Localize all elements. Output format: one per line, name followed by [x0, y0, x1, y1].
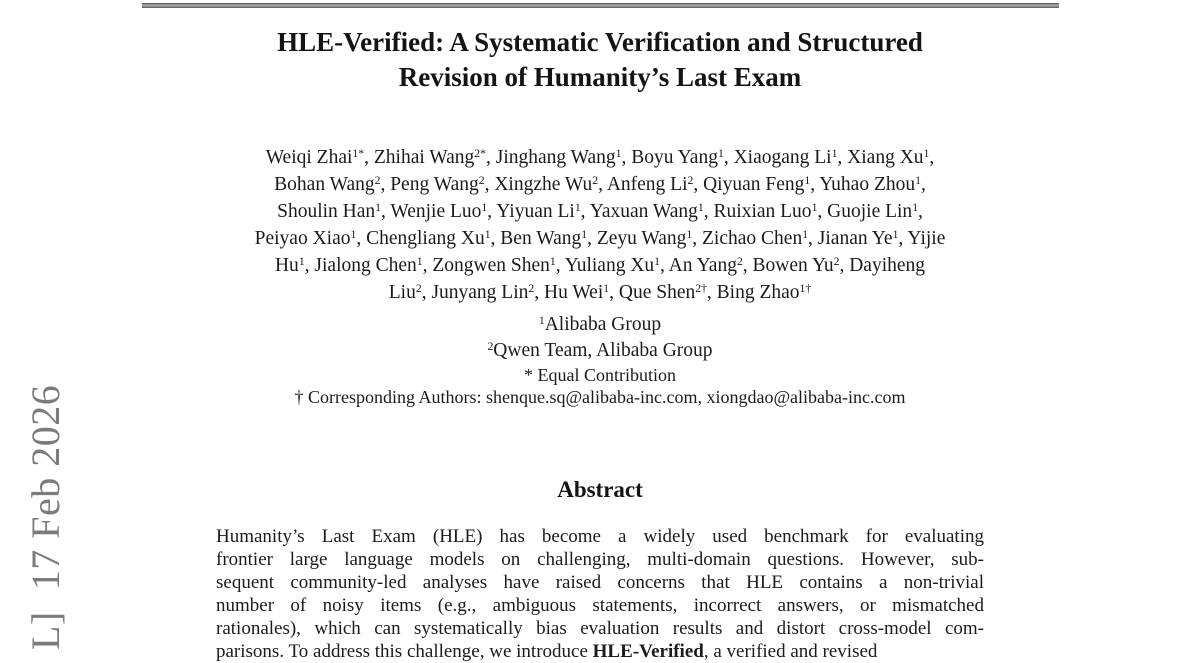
superscript-marker: 2	[478, 173, 485, 187]
superscript-marker: 2	[528, 281, 535, 295]
affiliations-block	[100, 312, 1100, 408]
abstract-line: sequent community-led analyses have raised concerns that HLE contains a non-trivial	[216, 572, 984, 593]
abstract-line: Humanity’s Last Exam (HLE) has become a widely used benchmark for evaluating	[216, 526, 984, 547]
superscript-marker: 1†	[799, 281, 812, 295]
author-line: Liu$^2$, Junyang Lin$^2$, Hu Wei$^1$, Que Shen$^{2\dagger}$, Bing Zhao$^{1\dagger}$	[388, 281, 812, 303]
superscript-marker: 1	[375, 200, 381, 214]
superscript-marker: 1	[481, 200, 488, 214]
superscript-marker: 1	[717, 146, 724, 160]
paper-title	[0, 25, 1200, 95]
superscript-marker: 1	[581, 227, 588, 241]
superscript-marker: 1	[654, 254, 660, 268]
corresponding-authors-note: † Corresponding Authors: shenque.sq@alibaba-inc.com, xiongdao@alibaba-inc.com	[294, 387, 906, 407]
superscript-marker: 1	[574, 200, 581, 214]
superscript-marker: 2	[687, 173, 694, 187]
superscript-marker: 1	[804, 173, 811, 187]
superscript-marker: 1	[615, 146, 622, 160]
superscript-marker: 1	[802, 227, 809, 241]
superscript-marker: 1	[831, 146, 838, 160]
abstract-heading: Abstract	[557, 477, 643, 502]
superscript-marker: 1	[892, 227, 899, 241]
superscript-marker: 1	[549, 254, 556, 268]
paper-title-line-2: Revision of Humanity’s Last Exam	[398, 62, 802, 92]
author-line: Shoulin Han$^1$, Wenjie Luo$^1$, Yiyuan Li$^1$, Yaxuan Wang$^1$, Ruixian Luo$^1$, Guojie Lin$^1$,	[277, 200, 923, 222]
abstract-line: rationales), which can systematically bias evaluation results and distort cross-model com-	[216, 618, 984, 639]
author-line: Peiyao Xiao$^1$, Chengliang Xu$^1$, Ben Wang$^1$, Zeyu Wang$^1$, Zichao Chen$^1$, Jianan Ye$^1$, Yijie	[254, 227, 946, 249]
superscript-marker: 2	[592, 173, 599, 187]
affiliation-2: $^2$Qwen Team, Alibaba Group	[487, 339, 713, 361]
superscript-marker: 1	[697, 200, 704, 214]
paper-title-line-1: HLE-Verified: A Systematic Verification and Structured	[277, 27, 923, 57]
superscript-marker: 1	[298, 254, 305, 268]
author-list	[180, 144, 1020, 306]
author-line: Bohan Wang$^2$, Peng Wang$^2$, Xingzhe Wu$^2$, Anfeng Li$^2$, Qiyuan Feng$^1$, Yuhao Zhou$^1$,	[274, 173, 926, 195]
superscript-marker: 1	[538, 313, 545, 327]
equal-contribution-note: * Equal Contribution	[524, 365, 676, 385]
abstract-line: number of noisy items (e.g., ambiguous statements, incorrect answers, or mismatched	[216, 595, 984, 616]
superscript-marker: 2	[736, 254, 743, 268]
superscript-marker: 2	[415, 281, 422, 295]
arxiv-date-stamp: L] 17 Feb 2026	[23, 384, 68, 650]
superscript-marker: 1	[923, 146, 930, 160]
author-line: Weiqi Zhai$^{1*}$, Zhihai Wang$^{2*}$, Jinghang Wang$^1$, Boyu Yang$^1$, Xiaogang Li$^1$, Xiang Xu$^1$,	[265, 146, 935, 168]
author-line: Hu$^1$, Jialong Chen$^1$, Zongwen Shen$^1$, Yuliang Xu$^1$, An Yang$^2$, Bowen Yu$^2$, Dayiheng	[274, 254, 926, 276]
superscript-marker: 2	[487, 339, 494, 353]
superscript-marker: 1	[686, 227, 693, 241]
superscript-marker: 1	[484, 227, 491, 241]
superscript-marker: 1	[350, 227, 357, 241]
superscript-marker: 2*	[474, 146, 486, 160]
page-top-rule	[142, 3, 1059, 8]
superscript-marker: 1*	[352, 146, 365, 160]
superscript-marker: 1	[416, 254, 423, 268]
abstract-text	[216, 525, 984, 663]
superscript-marker: 2	[374, 173, 381, 187]
superscript-marker: 1	[915, 173, 921, 187]
superscript-marker: 1	[811, 200, 818, 214]
superscript-marker: 1	[912, 200, 919, 214]
abstract-line: parisons. To address this challenge, we introduce HLE-Verified, a verified and revised	[216, 641, 878, 662]
superscript-marker: 2	[833, 254, 840, 268]
abstract-line: frontier large language models on challenging, multi-domain questions. However, sub-	[216, 549, 984, 570]
affiliation-1: $^1$Alibaba Group	[538, 313, 662, 335]
superscript-marker: 1	[603, 281, 610, 295]
superscript-marker: 2†	[695, 281, 707, 295]
